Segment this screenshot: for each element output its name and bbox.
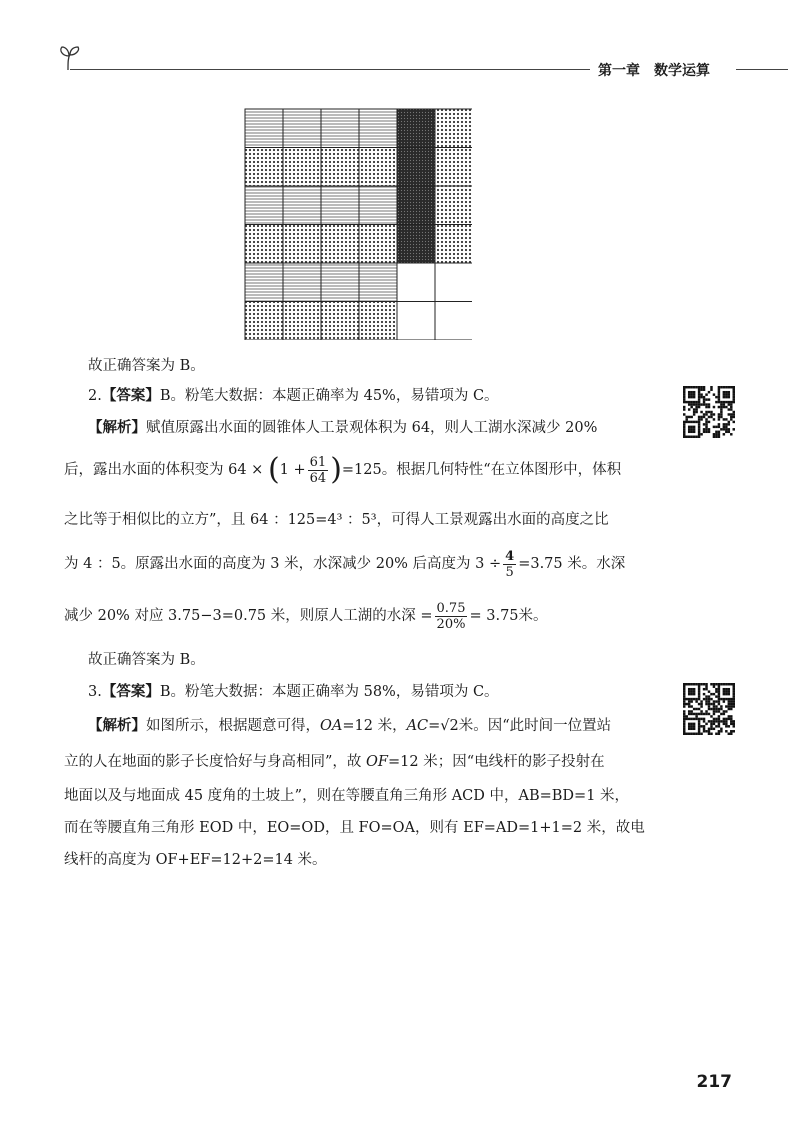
fraction	[435, 601, 468, 632]
answer-3	[88, 682, 499, 702]
text: 减少 20% 对应 3.75−3=0.75 米，则原人工湖的水深 =	[64, 608, 433, 624]
grid-cell	[245, 302, 283, 341]
grid-cell	[321, 148, 359, 187]
grid-cell	[435, 186, 472, 225]
analysis-3-line5: 线杆的高度为 OF+EF=12+2=14 米。	[64, 852, 327, 868]
denominator: 64	[309, 470, 327, 486]
grid-cell	[283, 186, 321, 225]
grid-cell	[245, 225, 283, 264]
q-number: 3.	[88, 684, 102, 700]
grid-cell	[359, 302, 397, 341]
text: 1 +	[279, 462, 306, 478]
text: 立的人在地面的影子长度恰好与身高相同”，故	[64, 754, 367, 770]
numerator: 61	[309, 454, 327, 470]
open-paren: (	[267, 452, 280, 487]
answer-text: B。粉笔大数据：本题正确率为 58%，易错项为 C。	[159, 684, 499, 700]
grid-cell	[397, 225, 435, 264]
header-rule	[70, 69, 590, 70]
page-number: 217	[696, 1072, 732, 1092]
denominator: 20%	[436, 616, 466, 632]
chapter-title: 第一章 数学运算	[598, 63, 710, 79]
analysis-3-line4: 而在等腰直角三角形 EOD 中，EO=OD，且 FO=OA，则有 EF=AD=1+1=2 米，故电	[64, 820, 645, 836]
grid-cell	[359, 109, 397, 148]
grid-cell	[359, 225, 397, 264]
numerator: 4	[505, 548, 515, 564]
grid-cell	[245, 148, 283, 187]
analysis-2-line2	[64, 452, 621, 488]
text: 如图所示，根据题意可得，	[146, 718, 320, 734]
text: 后，露出水面的体积变为 64 ×	[64, 462, 264, 478]
grid-cell	[435, 263, 472, 302]
grid-cell	[397, 109, 435, 148]
grid-cell	[397, 186, 435, 225]
numerator: 0.75	[436, 600, 466, 616]
grid-cell	[245, 263, 283, 302]
text: =125。根据几何特性“在立体图形中，体积	[341, 462, 622, 478]
grid-cell	[245, 186, 283, 225]
header-rule-right	[736, 69, 788, 70]
fraction	[503, 549, 516, 580]
grid-cell	[283, 148, 321, 187]
qr-code-icon[interactable]	[683, 683, 735, 735]
answer-label: 【答案】	[101, 387, 160, 404]
analysis-2-line5	[64, 598, 548, 634]
grid-cell	[359, 186, 397, 225]
close-paren: )	[330, 452, 342, 487]
grid-cell	[321, 302, 359, 341]
sprout-icon	[56, 44, 84, 72]
grid-cell	[435, 148, 472, 187]
analysis-2-line1	[88, 418, 597, 438]
q-number: 2.	[88, 388, 102, 404]
answer-text: B。粉笔大数据：本题正确率为 45%，易错项为 C。	[159, 388, 499, 404]
grid-cell	[359, 263, 397, 302]
grid-cell	[397, 148, 435, 187]
fraction	[308, 455, 329, 486]
grid-cell	[435, 109, 472, 148]
text: 为 4 ：5。原露出水面的高度为 3 米，水深减少 20% 后高度为 3 ÷	[64, 556, 502, 572]
grid-cell	[435, 302, 472, 341]
conclusion-1: 故正确答案为 B。	[88, 358, 205, 374]
analysis-2-line3: 之比等于相似比的立方”，且 64 ：125=4³ ：5³，可得人工景观露出水面的高度之比	[64, 512, 609, 528]
grid-cell	[283, 302, 321, 341]
grid-cell	[321, 109, 359, 148]
analysis-3-line1	[88, 716, 611, 736]
grid-cell	[397, 263, 435, 302]
text: =12 米；因“电线杆的影子投射在	[387, 754, 605, 770]
denominator: 5	[505, 564, 514, 580]
text: =12 米，	[342, 718, 407, 734]
analysis-3-line3: 地面以及与地面成 45 度角的土坡上”，则在等腰直角三角形 ACD 中，AB=BD=1 米，	[64, 788, 630, 804]
analysis-text: 赋值原露出水面的圆锥体人工景观体积为 64，则人工湖水深减少 20%	[146, 420, 598, 436]
grid-cell	[321, 186, 359, 225]
text: =3.75 米。水深	[518, 556, 626, 572]
answer-label: 【答案】	[101, 683, 160, 700]
var-of: OF	[366, 754, 388, 770]
grid-cell	[321, 263, 359, 302]
qr-code-icon[interactable]	[683, 386, 735, 438]
answer-2	[88, 386, 499, 406]
grid-cell	[283, 225, 321, 264]
grid-cell	[397, 302, 435, 341]
grid-cell	[283, 109, 321, 148]
var-oa: OA	[320, 718, 343, 734]
text: = 3.75米。	[469, 608, 548, 624]
analysis-label: 【解析】	[88, 717, 146, 734]
grid-cell	[245, 109, 283, 148]
conclusion-2: 故正确答案为 B。	[88, 652, 205, 668]
grid-cell	[359, 148, 397, 187]
analysis-2-line4	[64, 546, 625, 582]
grid-figure	[244, 108, 472, 340]
grid-cell	[283, 263, 321, 302]
analysis-3-line2	[64, 752, 605, 772]
grid-cell	[321, 225, 359, 264]
text: =√2米。因“此时间一位置站	[428, 718, 612, 734]
analysis-label: 【解析】	[88, 419, 146, 436]
grid-cell	[435, 225, 472, 264]
var-ac: AC	[406, 718, 429, 734]
